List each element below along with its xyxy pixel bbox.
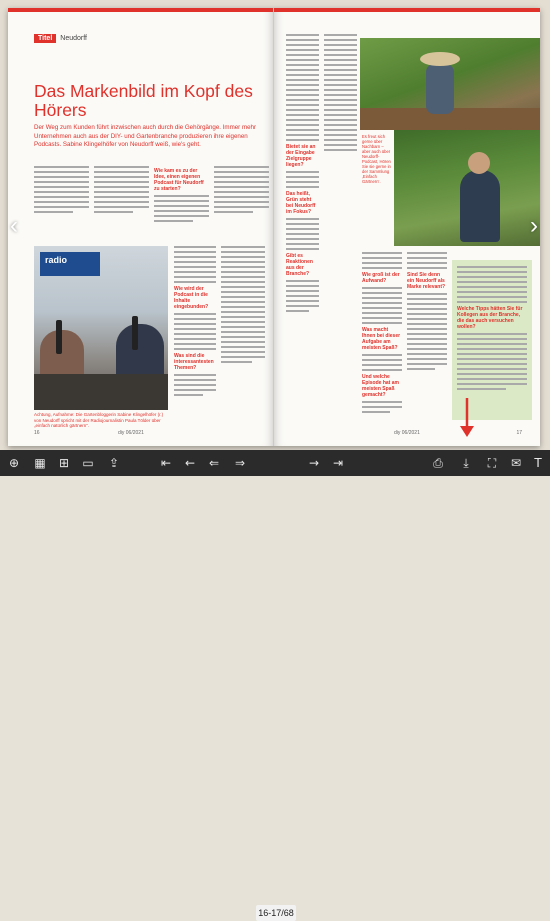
article-headline: Das Markenbild im Kopf des Hörers — [34, 81, 253, 120]
forward-icon[interactable]: → — [308, 456, 320, 470]
section-header — [34, 34, 87, 43]
gardener-figure — [460, 170, 500, 242]
text-column — [324, 34, 357, 315]
interview-question: Und welche Episode hat am meisten Spaß gemacht? — [362, 374, 399, 398]
photo-caption: Es freut sich gerne über Nachbarn – aber auch über Neudorff-Podcast, Hören Sie sie gerne in der Sammlung ‚Einfach Gärtnern‘. — [362, 134, 391, 184]
interview-question: Bietet sie an der Eingabe Zielgruppe liegen? — [286, 144, 316, 168]
text-column — [174, 246, 216, 399]
share-icon[interactable]: ⇪ — [108, 456, 120, 470]
next-spread-arrow[interactable]: › — [530, 212, 538, 239]
magazine-issue: diy 06/2021 — [394, 430, 420, 436]
text-column — [362, 252, 402, 416]
back-icon[interactable]: ← — [184, 456, 196, 470]
interview-question: Was sind die interessantesten Themen? — [174, 353, 214, 371]
interview-question: Was macht Ihnen bei dieser Aufgabe am meisten Spaß? — [362, 327, 401, 351]
interview-question: Sind Sie denn ein Neudorff als Marke relevant? — [407, 272, 446, 290]
text-column — [286, 34, 319, 315]
thumbnails-icon[interactable]: ▦ — [34, 456, 46, 470]
text-column — [407, 252, 447, 416]
article-lead: Der Weg zum Kunden führt inzwischen auch durch die Gehörgänge. Immer mehr Unternehmen auch aus der DIY- und Gartenbranche produzieren ihre eigenen Podcasts. Sabine Klingelhöfer von Neudorff weiß, wie's geht. — [34, 124, 257, 149]
page-number: 17 — [516, 430, 522, 436]
studio-desk — [34, 374, 168, 410]
microphone-icon — [56, 320, 62, 354]
interview-question: Das heißt, Grün steht bei Neudorff im Fokus? — [286, 191, 316, 215]
next-page-icon[interactable]: ⇒ — [234, 456, 246, 470]
fullscreen-icon[interactable]: ⛶ — [487, 456, 497, 470]
microphone-icon — [132, 316, 138, 350]
left-text-columns-lower — [174, 246, 265, 399]
page-accent-bar — [274, 8, 540, 12]
interview-question: Wie kam es zu der Idee, einen eigenen Podcast für Neudorff zu starten? — [154, 168, 204, 192]
radio-logo: radio — [40, 252, 100, 276]
fullwidth-icon[interactable]: ▭ — [82, 456, 94, 470]
interview-question: Wie groß ist der Aufwand? — [362, 272, 400, 284]
studio-photo — [34, 246, 168, 410]
page-accent-bar — [8, 8, 273, 12]
gardener-head — [468, 152, 490, 174]
right-page[interactable] — [274, 8, 540, 446]
first-page-icon[interactable]: ⇤ — [160, 456, 172, 470]
text-column — [154, 166, 209, 225]
text-icon[interactable]: T — [534, 456, 542, 470]
section-label: Neudorff — [60, 35, 87, 42]
previous-spread-arrow[interactable]: ‹ — [10, 212, 18, 239]
interview-question: Gibt es Reaktionen aus der Branche? — [286, 253, 313, 277]
text-column — [94, 166, 149, 225]
garden-photo-top — [360, 38, 540, 130]
garden-photo-middle — [394, 130, 540, 246]
text-column — [214, 166, 269, 225]
left-text-columns-upper — [34, 166, 269, 225]
viewer-toolbar — [0, 450, 550, 918]
gardener-hat — [420, 52, 460, 66]
mail-icon[interactable]: ✉ — [510, 456, 522, 470]
page-indicator[interactable]: 16-17/68 — [256, 905, 296, 921]
grid-icon[interactable]: ⊞ — [58, 456, 70, 470]
page-number: 16 — [34, 430, 40, 436]
page-spread[interactable] — [8, 8, 540, 446]
tips-box — [452, 260, 532, 420]
left-page[interactable] — [8, 8, 274, 446]
interview-question: Wie wird der Podcast in die Inhalte eingebunden? — [174, 286, 209, 310]
print-icon[interactable]: ⎙ — [433, 456, 443, 470]
magazine-issue: diy 06/2021 — [118, 430, 144, 436]
last-page-icon[interactable]: ⇥ — [332, 456, 344, 470]
previous-page-icon[interactable]: ⇐ — [208, 456, 220, 470]
download-icon[interactable]: ⤓ — [463, 456, 469, 470]
interview-question: Welche Tipps hätten Sie für Kollegen aus der Branche, die das auch versuchen wollen? — [457, 306, 523, 330]
text-column — [221, 246, 265, 399]
gardener-figure — [426, 64, 454, 114]
right-text-columns-lower — [362, 252, 447, 416]
zoom-icon[interactable]: ⊕ — [8, 456, 20, 470]
right-text-columns-left — [286, 34, 357, 315]
photo-caption: Achtung, Aufnahme: Die Gartenbloggerin Sabine Klingelhöfer (r.) von Neudorff spricht mit der Radiojournalistin Paula Tölder über „einfach natürlich gärtnern“. — [34, 412, 164, 428]
section-tag: Titel — [34, 34, 56, 43]
red-arrow-annotation-icon — [458, 398, 476, 438]
text-column — [34, 166, 89, 225]
magazine-viewer — [0, 0, 550, 450]
